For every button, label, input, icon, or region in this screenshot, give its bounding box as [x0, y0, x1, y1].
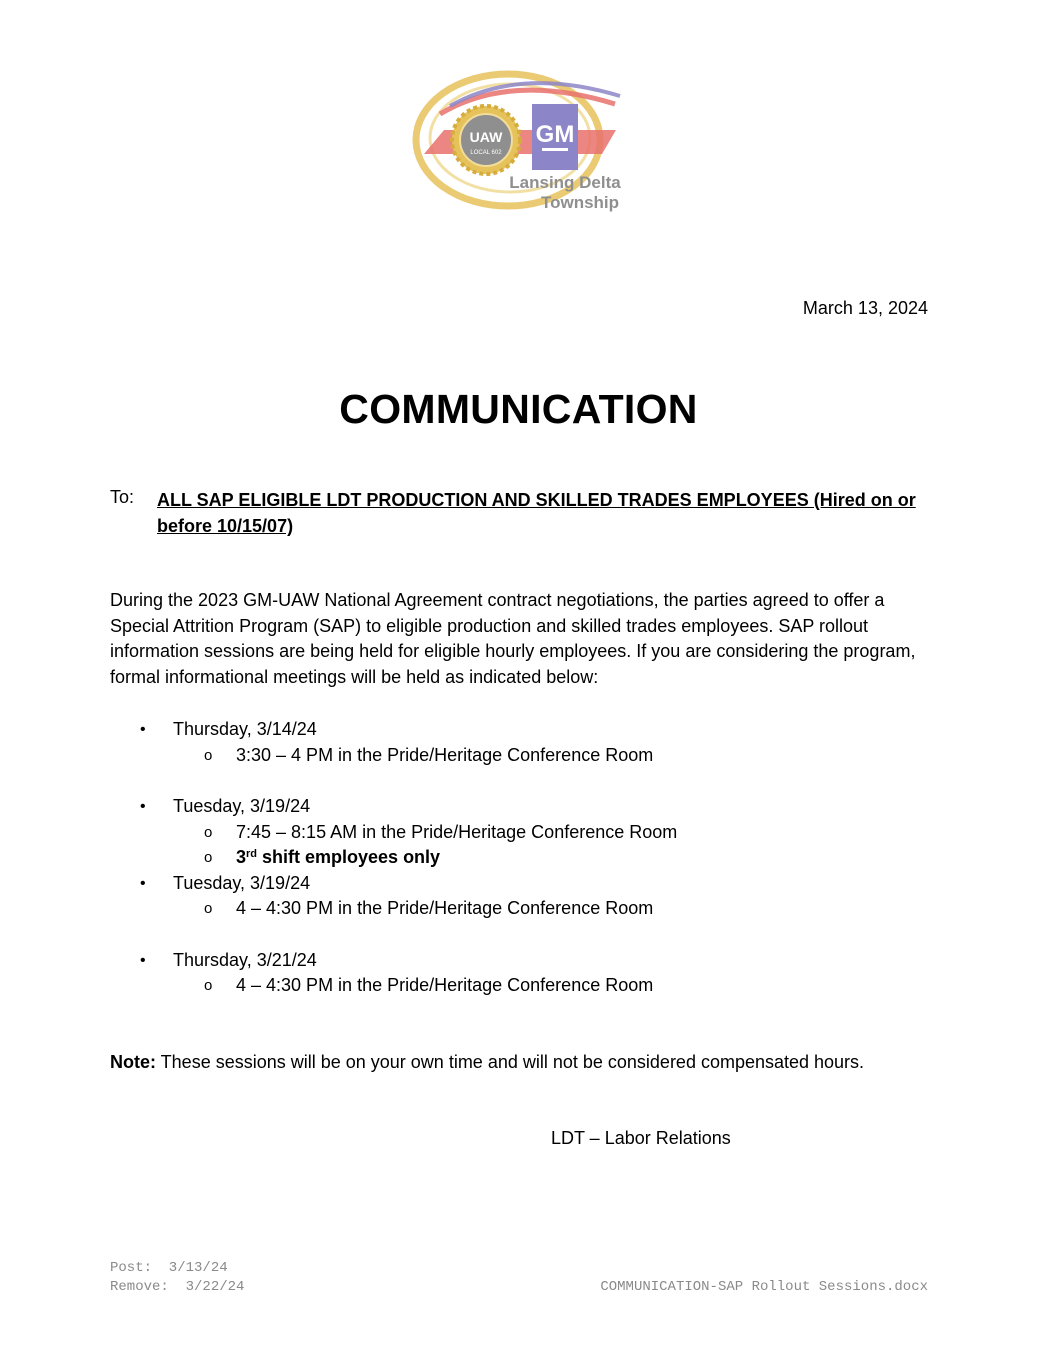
note-label: Note:	[110, 1052, 156, 1072]
session-detail: 4 – 4:30 PM in the Pride/Heritage Conference Room	[236, 898, 654, 918]
session-day-row	[110, 794, 932, 820]
session-detail-row	[110, 896, 932, 922]
memo-date: March 13, 2024	[802, 298, 928, 318]
sub-bullet-icon: o	[204, 977, 213, 994]
session-day-row	[110, 871, 932, 897]
session-detail: 3:30 – 4 PM in the Pride/Heritage Conference Room	[236, 744, 654, 765]
bullet-icon: •	[140, 874, 146, 892]
session-day: Thursday, 3/14/24	[173, 719, 317, 739]
shift-ordinal-suffix: rd	[246, 848, 258, 860]
session-item	[110, 717, 932, 768]
shift-ordinal: 3	[236, 847, 247, 867]
footer-filename: COMMUNICATION-SAP Rollout Sessions.docx	[600, 1279, 928, 1295]
plant-name-line1: Lansing Delta	[509, 173, 621, 192]
session-detail: 4 – 4:30 PM in the Pride/Heritage Conference Room	[236, 975, 654, 995]
session-day: Tuesday, 3/19/24	[173, 796, 311, 816]
page-title: COMMUNICATION	[339, 386, 698, 432]
to-label: To:	[110, 487, 135, 507]
uaw-text: UAW	[469, 129, 503, 145]
footer-post-date: Post: 3/13/24	[110, 1260, 228, 1276]
session-detail-row	[110, 820, 932, 846]
session-item	[110, 871, 932, 922]
note-text: These sessions will be on your own time and will not be considered compensated hours.	[156, 1052, 865, 1072]
session-day: Thursday, 3/21/24	[173, 949, 317, 970]
to-recipient: ALL SAP ELIGIBLE LDT PRODUCTION AND SKILLED TRADES EMPLOYEES (Hired on or before 10/15/07)	[157, 490, 916, 536]
sub-bullet-icon: o	[204, 849, 213, 866]
bullet-icon: •	[140, 721, 146, 738]
session-day: Tuesday, 3/19/24	[173, 872, 311, 893]
local-text: LOCAL 602	[470, 150, 502, 156]
sub-bullet-icon: o	[204, 823, 213, 841]
session-item	[110, 794, 932, 871]
session-detail-row	[110, 973, 932, 999]
session-list	[110, 717, 932, 999]
sub-bullet-icon: o	[204, 900, 213, 917]
session-detail: 7:45 – 8:15 AM in the Pride/Heritage Conference Room	[236, 821, 678, 842]
signature: LDT – Labor Relations	[551, 1128, 731, 1148]
sub-bullet-icon: o	[204, 746, 213, 764]
bullet-icon: •	[140, 798, 146, 815]
gm-underline	[542, 148, 568, 151]
session-special-row	[110, 845, 932, 871]
gm-text: GM	[535, 121, 575, 148]
footer-remove-date: Remove: 3/22/24	[110, 1279, 245, 1295]
shift-note: shift employees only	[257, 847, 441, 867]
note-line	[110, 1052, 864, 1073]
plant-name-line2: Township	[540, 193, 620, 212]
session-item	[110, 948, 932, 999]
body-paragraph: During the 2023 GM-UAW National Agreement contract negotiations, the parties agreed to offer a Special Attrition Program (SAP) to eligible production and skilled trades employees. SAP rollout information sessions are being held for eligible hourly employees. If you are considering the program, formal informational meetings will be held as indicated below:	[110, 590, 916, 687]
session-day-row	[110, 717, 932, 743]
session-day-row	[110, 948, 932, 974]
bullet-icon: •	[140, 951, 146, 969]
uaw-gm-lansing-delta-township-logo	[410, 62, 630, 222]
session-detail-row	[110, 743, 932, 769]
